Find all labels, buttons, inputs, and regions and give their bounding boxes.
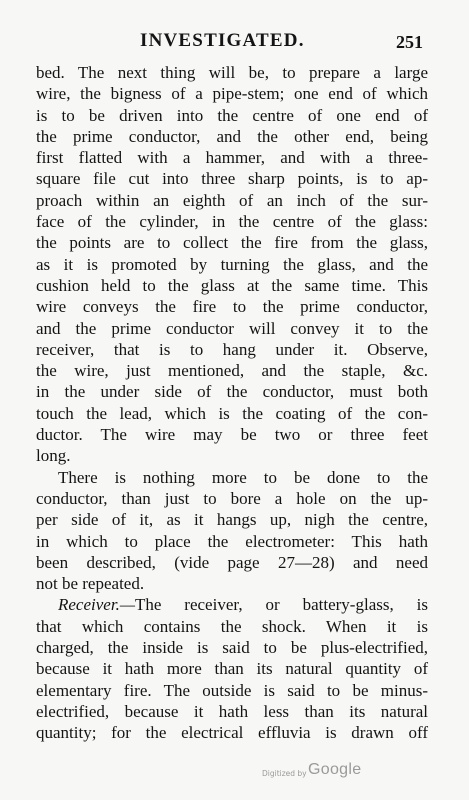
- text-line: proach within an eighth of an inch of the sur-: [36, 190, 428, 210]
- running-head: INVESTIGATED.: [140, 30, 305, 51]
- text-line: the prime conductor, and the other end, being: [36, 126, 428, 146]
- text-line: first flatted with a hammer, and with a three-: [36, 148, 428, 168]
- digitized-by-label: Digitized by: [262, 769, 307, 778]
- text-line: wire conveys the fire to the prime conductor,: [36, 297, 428, 317]
- text-line: in the under side of the conductor, must both: [36, 382, 428, 402]
- receiver-heading: Receiver.—: [58, 595, 135, 615]
- page-header: [0, 30, 469, 54]
- google-logo: Google: [308, 761, 362, 778]
- text-line: charged, the inside is said to be plus-electrified,: [36, 638, 428, 658]
- text-line: long.: [36, 446, 71, 466]
- text-line: bed. The next thing will be, to prepare a large: [36, 63, 428, 82]
- text-line: per side of it, as it hangs up, nigh the centre,: [36, 510, 428, 530]
- receiver-text: The receiver, or battery-glass, is: [134, 595, 428, 615]
- text-line: and the prime conductor will convey it to the: [36, 318, 428, 338]
- text-line: not be repeated.: [36, 574, 145, 594]
- page-number: 251: [396, 32, 423, 52]
- text-line: the wire, just mentioned, and the staple, &c.: [36, 361, 428, 381]
- text-line: wire, the bigness of a pipe-stem; one end of which: [36, 84, 428, 104]
- text-line: There is nothing more to be done to the: [58, 467, 428, 487]
- text-line: face of the cylinder, in the centre of the glass:: [36, 212, 428, 232]
- digitization-watermark: [262, 763, 422, 783]
- text-line: that which contains the shock. When it is: [36, 616, 428, 636]
- text-line: been described, (vide page 27—28) and need: [36, 552, 428, 572]
- text-line: because it hath more than its natural quantity of: [36, 659, 428, 679]
- text-line: conductor, than just to bore a hole on the up-: [36, 488, 428, 508]
- text-line: is to be driven into the centre of one end of: [36, 105, 428, 125]
- text-line: as it is promoted by turning the glass, and the: [36, 254, 428, 274]
- text-line: touch the lead, which is the coating of the con-: [36, 403, 428, 423]
- text-line: square file cut into three sharp points, is to ap-: [36, 169, 428, 189]
- text-line: electrified, because it hath less than its natural: [36, 701, 428, 721]
- text-line: ductor. The wire may be two or three feet: [36, 425, 428, 445]
- text-line: cushion held to the glass at the same time. This: [36, 275, 428, 295]
- text-line: elementary fire. The outside is said to be minus-: [36, 680, 428, 700]
- text-line: the points are to collect the fire from the glass,: [36, 233, 428, 253]
- text-line: in which to place the electrometer: This hath: [36, 531, 428, 551]
- body-text: [36, 62, 428, 744]
- text-line: quantity; for the electrical effluvia is drawn off: [36, 723, 428, 743]
- text-line-receiver: [36, 594, 428, 615]
- text-line: receiver, that is to hang under it. Observe,: [36, 339, 428, 359]
